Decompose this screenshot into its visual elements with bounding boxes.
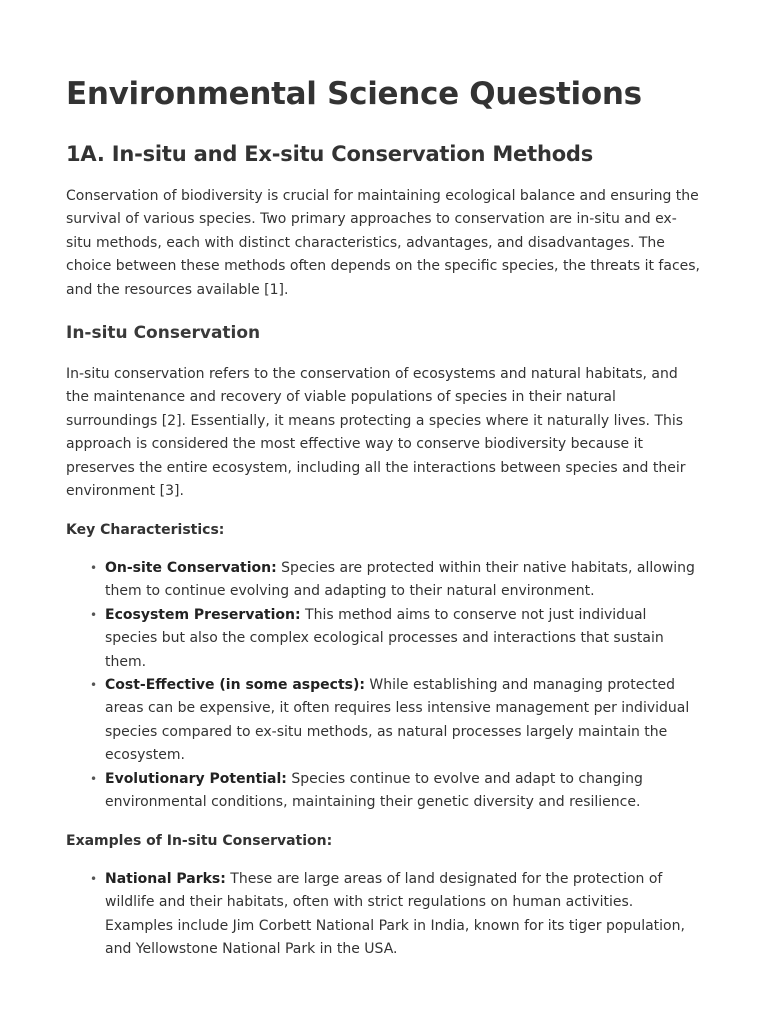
list-item [90,557,702,604]
list-item [90,604,702,674]
list-item [90,674,702,768]
characteristics-label: Key Characteristics: [66,522,225,539]
list-item-text: Species continue to evolve and adapt to changing environmental conditions, maintaining their genetic diversity and resilience. [105,770,643,810]
bullet-icon: • [90,677,98,692]
bullet-icon: • [90,871,98,886]
bullet-icon: • [90,560,98,575]
list-item-text: This method aims to conserve not just individual species but also the complex ecological processes and interactions that sustain them. [105,606,664,670]
examples-list [66,868,702,962]
characteristics-list [66,557,702,814]
insitu-heading: In-situ Conservation [66,323,261,344]
list-item-text: These are large areas of land designated for the protection of wildlife and their habitats, often with strict regulations on human activities. Examples include Jim Corbett National Park in India, known for its tiger population, and Yellowstone National Park in the USA. [105,870,685,957]
list-item-term: Evolutionary Potential: [105,770,287,787]
list-item-text: Species are protected within their native habitats, allowing them to continue evolving and adapting to their natural environment. [105,559,695,600]
list-item [90,768,702,815]
list-item-term: National Parks: [105,870,226,887]
list-item-term: On-site Conservation: [105,559,277,576]
list-item [90,868,702,962]
examples-label: Examples of In-situ Conservation: [66,833,333,850]
page-title: Environmental Science Questions [66,76,642,112]
list-item-term: Ecosystem Preservation: [105,606,301,623]
intro-paragraph: Conservation of biodiversity is crucial for maintaining ecological balance and ensuring the survival of various species. Two primary approaches to conservation are in-situ and ex-situ methods, each with distinct characteristics, advantages, and disadvantages. The choice between these methods often depends on the specific species, the threats it faces, and the resources available [1]. [66,188,700,298]
bullet-icon: • [90,771,98,786]
bullet-icon: • [90,607,98,622]
list-item-term: Cost-Effective (in some aspects): [105,676,365,693]
list-item-text: While establishing and managing protected areas can be expensive, it often requires less intensive management per individual species compared to ex-situ methods, as natural processes largely maintain the ecosystem. [105,676,690,764]
section-heading: 1A. In-situ and Ex-situ Conservation Methods [66,142,594,166]
insitu-paragraph: In-situ conservation refers to the conservation of ecosystems and natural habitats, and the maintenance and recovery of viable populations of species in their natural surroundings [2]. Essentially, it means protecting a species where it naturally lives. This approach is considered the most effective way to conserve biodiversity because it preserves the entire ecosystem, including all the interactions between species and their environment [3]. [66,366,686,500]
